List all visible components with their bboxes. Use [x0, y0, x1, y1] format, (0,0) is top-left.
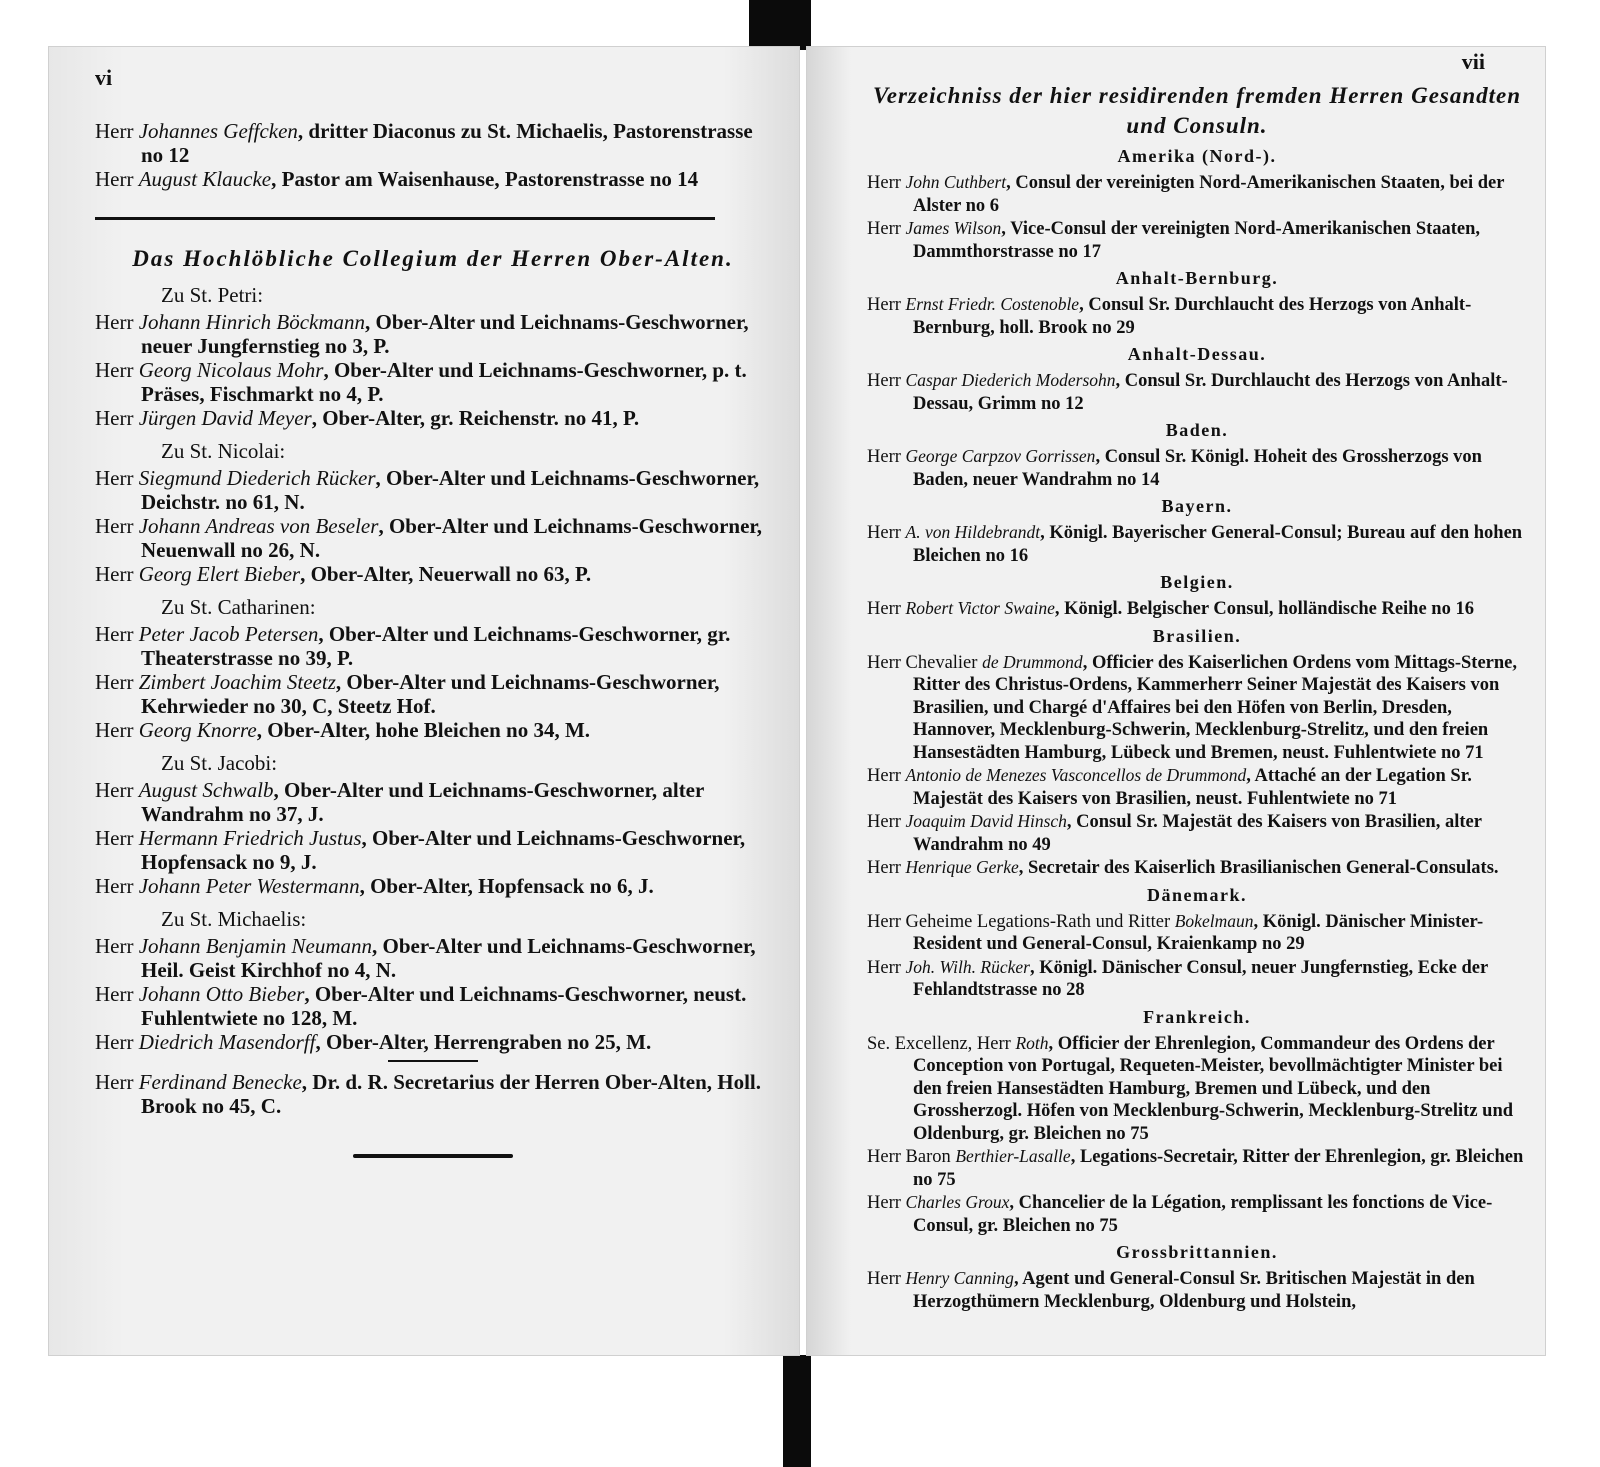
ober-alter-entry	[95, 670, 771, 718]
entry-details: , Ober-Alter, hohe Bleichen no 34, M.	[256, 718, 591, 742]
entry-prefix: Herr	[95, 167, 139, 191]
country-heading: Frankreich.	[1143, 1006, 1251, 1027]
entry-details: , Agent und General-Consul Sr. Britischen Majestät in den Herzogthümern Mecklenburg, Oldenburg und Holstein,	[913, 1269, 1475, 1312]
entry-details: , Attaché an der Legation Sr. Majestät des Kaisers von Brasilien, neust. Fuhlentwiete no 71	[913, 766, 1472, 809]
entry-prefix: Herr	[95, 406, 139, 430]
ober-alter-entry	[95, 622, 771, 670]
ober-alter-entry	[95, 826, 771, 874]
entry-details: , Officier der Ehrenlegion, Commandeur des Ordens der Conception von Portugal, Requeten-Meister, bevollmächtigter Minister bei den freien Hansestädten Hamburg, Bremen und Lübeck, und den Grossherzogl. Höfen von Mecklenburg-Schwerin, Mecklenburg-Strelitz und Oldenburg, gr. Bleichen no 75	[913, 1033, 1514, 1144]
entry-details: , Consul Sr. Durchlaucht des Herzogs von Anhalt-Dessau, Grimm no 12	[913, 371, 1508, 414]
section-divider	[95, 217, 715, 220]
entry-prefix: Herr	[867, 812, 906, 832]
entry-prefix: Herr	[95, 562, 139, 586]
entry-details: , Ober-Alter, Neuerwall no 63, P.	[300, 562, 592, 586]
consul-entry	[867, 1145, 1527, 1191]
entry-prefix: Herr	[95, 358, 139, 382]
country-heading: Amerika (Nord-).	[1117, 146, 1277, 166]
person-name: Siegmund Diederich Rücker	[138, 466, 376, 490]
person-name: Diedrich Masendorff	[138, 1030, 316, 1054]
entry-prefix: Herr	[95, 982, 139, 1006]
entry-prefix: Herr	[867, 1269, 906, 1289]
country-heading: Anhalt-Bernburg.	[1115, 268, 1279, 288]
entry-details: , Pastor am Waisenhause, Pastorenstrasse no 14	[271, 167, 699, 191]
entry-details: , Consul Sr. Majestät des Kaisers von Brasilien, alter Wandrahm no 49	[913, 812, 1482, 855]
entry-details: , Ober-Alter, Herrengraben no 25, M.	[315, 1030, 652, 1054]
person-name: Ferdinand Benecke	[138, 1070, 302, 1094]
entry-prefix: Herr	[95, 514, 139, 538]
entry-details: , Königl. Belgischer Consul, holländische Reihe no 16	[1054, 599, 1474, 619]
entry-prefix: Herr	[95, 310, 139, 334]
entry-prefix: Herr	[867, 1193, 906, 1213]
consul-entry	[867, 171, 1527, 217]
person-name: Peter Jacob Petersen	[138, 622, 319, 646]
ober-alter-entry	[95, 934, 771, 982]
ober-alter-entry	[95, 358, 771, 406]
ober-alter-entry	[95, 310, 771, 358]
consul-entry	[867, 1191, 1527, 1237]
person-name: Johann Benjamin Neumann	[138, 934, 373, 958]
entry-details: , Ober-Alter und Leichnams-Geschworner, p. t. Präses, Fischmarkt no 4, P.	[141, 358, 747, 406]
entry-prefix: Herr	[95, 622, 139, 646]
ober-alter-entry	[95, 718, 771, 742]
person-name: Berthier-Lasalle	[955, 1146, 1071, 1166]
person-name: Ernst Friedr. Costenoble	[905, 294, 1080, 314]
page-number-right: vii	[1461, 49, 1485, 74]
country-heading: Brasilien.	[1152, 625, 1242, 646]
top-entries	[95, 119, 771, 191]
country-heading: Bayern.	[1161, 496, 1233, 516]
entry-prefix: Herr Geheime Legations-Rath und Ritter	[867, 911, 1175, 932]
person-name: Joaquim David Hinsch	[905, 811, 1067, 831]
page-number-left: vi	[95, 65, 113, 90]
consul-entry	[867, 810, 1527, 856]
entry-prefix: Herr	[95, 874, 139, 898]
consul-entry	[867, 856, 1527, 880]
person-name: August Schwalb	[138, 778, 274, 802]
entry-prefix: Herr	[95, 1030, 139, 1054]
entry-details: , Legations-Secretair, Ritter der Ehrenlegion, gr. Bleichen no 75	[913, 1147, 1524, 1190]
entry-details: , Officier des Kaiserlichen Ordens vom Mittags-Sterne, Ritter des Christus-Ordens, Kammerherr Seiner Majestät des Kaisers von Brasilien, und Chargé d'Affaires bei den Höfen von Berlin, Dresden, Hannover, Mecklenburg-Schwerin, Mecklenburg-Strelitz, und den freien Hansestädten Hamburg, Lübeck und Bremen, neust. Fuhlentwiete no 71	[913, 652, 1518, 763]
person-name: Johannes Geffcken	[138, 119, 298, 143]
parish-heading: Zu St. Petri:	[161, 283, 264, 307]
person-name: de Drummond	[982, 651, 1083, 672]
left-page	[48, 46, 800, 1356]
entry-prefix: Herr	[867, 599, 906, 619]
consul-entry	[867, 445, 1527, 491]
entry-prefix: Herr	[867, 173, 906, 193]
person-name: James Wilson	[905, 218, 1002, 238]
consul-entry	[867, 651, 1527, 765]
consul-entry	[867, 1267, 1527, 1313]
person-name: Georg Knorre	[138, 718, 257, 742]
entry-details: , Chancelier de la Légation, remplissant les fonctions de Vice-Consul, gr. Bleichen no 75	[913, 1193, 1493, 1236]
left-page-content	[95, 119, 771, 1158]
clergy-entry	[95, 119, 771, 167]
country-heading: Baden.	[1165, 420, 1229, 440]
person-name: Caspar Diederich Modersohn	[905, 370, 1116, 390]
person-name: Henrique Gerke	[905, 857, 1019, 877]
consul-entry	[867, 1032, 1527, 1146]
ober-alter-entry	[95, 874, 771, 898]
entry-prefix: Herr	[867, 219, 906, 239]
collegium-heading: Das Hochlöbliche Collegium der Herren Ober-Alten.	[132, 246, 734, 271]
consul-entry	[867, 910, 1527, 956]
entry-prefix: Herr	[867, 447, 906, 467]
parish-heading: Zu St. Michaelis:	[161, 907, 307, 931]
parish-heading: Zu St. Catharinen:	[161, 595, 316, 619]
person-name: A. von Hildebrandt	[905, 522, 1041, 542]
country-list	[867, 145, 1527, 1313]
ober-alter-entry	[95, 406, 771, 430]
parish-heading: Zu St. Nicolai:	[161, 439, 286, 463]
person-name: Henry Canning	[905, 1268, 1014, 1288]
binding-shadow-top	[749, 0, 811, 50]
entry-prefix: Herr	[867, 858, 906, 878]
ober-alter-entry	[95, 514, 771, 562]
person-name: Johann Hinrich Böckmann	[138, 310, 366, 334]
clergy-entry	[95, 167, 771, 191]
person-name: August Klaucke	[138, 167, 272, 191]
secretary-divider	[388, 1060, 478, 1062]
ober-alter-entry	[95, 1030, 771, 1054]
entry-details: , Ober-Alter und Leichnams-Geschworner, alter Wandrahm no 37, J.	[141, 778, 704, 826]
entry-prefix: Herr	[95, 826, 139, 850]
person-name: Johann Peter Westermann	[138, 874, 360, 898]
parish-heading: Zu St. Jacobi:	[161, 751, 278, 775]
parish-list	[95, 282, 771, 1054]
consul-entry	[867, 956, 1527, 1002]
entry-details: , Königl. Dänischer Minister-Resident und General-Consul, Kraienkamp no 29	[913, 911, 1484, 954]
entry-details: , Ober-Alter und Leichnams-Geschworner, Heil. Geist Kirchhof no 4, N.	[141, 934, 756, 982]
consul-entry	[867, 293, 1527, 339]
secretary-line	[95, 1070, 771, 1118]
person-name: Joh. Wilh. Rücker	[905, 956, 1030, 977]
person-name: Bokelmaun	[1174, 910, 1254, 931]
end-ornament	[353, 1154, 513, 1158]
entry-details: , Vice-Consul der vereinigten Nord-Amerikanischen Staaten, Dammthorstrasse no 17	[913, 219, 1481, 262]
entry-prefix: Herr	[95, 119, 139, 143]
entry-prefix: Herr	[867, 523, 906, 543]
person-name: John Cuthbert	[905, 172, 1007, 192]
consul-entry	[867, 369, 1527, 415]
entry-prefix: Herr	[95, 718, 139, 742]
entry-details: , Königl. Dänischer Consul, neuer Jungfernstieg, Ecke der Fehlandtstrasse no 28	[913, 957, 1488, 1000]
entry-prefix: Herr	[867, 295, 906, 315]
person-name: George Carpzov Gorrissen	[905, 446, 1096, 466]
entry-prefix: Herr	[867, 957, 906, 978]
person-name: Antonio de Menezes Vasconcellos de Drummond	[905, 765, 1247, 785]
person-name: Hermann Friedrich Justus	[138, 826, 362, 850]
person-name: Jürgen David Meyer	[138, 406, 312, 430]
ober-alter-entry	[95, 982, 771, 1030]
entry-details: , Dr. d. R. Secretarius der Herren Ober-Alten, Holl. Brook no 45, C.	[141, 1070, 762, 1118]
person-name: Johann Andreas von Beseler	[138, 514, 379, 538]
entry-prefix: Herr Baron	[867, 1147, 956, 1167]
country-heading: Grossbrittannien.	[1116, 1242, 1278, 1262]
country-heading: Anhalt-Dessau.	[1127, 344, 1267, 364]
secretary-entry	[95, 1070, 771, 1118]
entry-details: , Königl. Bayerischer General-Consul; Bureau auf den hohen Bleichen no 16	[913, 523, 1523, 566]
person-name: Roth	[1015, 1032, 1049, 1053]
entry-details: , Consul Sr. Durchlaucht des Herzogs von Anhalt-Bernburg, holl. Brook no 29	[913, 295, 1472, 338]
entry-details: , Ober-Alter und Leichnams-Geschworner, Kehrwieder no 30, C, Steetz Hof.	[141, 670, 720, 718]
entry-prefix: Herr Chevalier	[867, 652, 983, 673]
entry-prefix: Herr	[95, 1070, 139, 1094]
entry-details: , Consul Sr. Königl. Hoheit des Grossherzogs von Baden, neuer Wandrahm no 14	[913, 447, 1482, 490]
entry-prefix: Herr	[867, 371, 906, 391]
entry-prefix: Herr	[867, 766, 906, 786]
person-name: Zimbert Joachim Steetz	[138, 670, 336, 694]
entry-details: , Ober-Alter und Leichnams-Geschworner, Hopfensack no 9, J.	[141, 826, 746, 874]
person-name: Georg Nicolaus Mohr	[138, 358, 324, 382]
entry-prefix: Herr	[95, 670, 139, 694]
entry-details: , Secretair des Kaiserlich Brasilianischen General-Consulats.	[1018, 858, 1499, 878]
binding-shadow-bottom	[783, 1355, 811, 1467]
consul-entry	[867, 217, 1527, 263]
entry-details: , Ober-Alter und Leichnams-Geschworner, neuer Jungfernstieg no 3, P.	[141, 310, 749, 358]
entry-details: , Ober-Alter, gr. Reichenstr. no 41, P.	[311, 406, 640, 430]
ober-alter-entry	[95, 562, 771, 586]
entry-details: , dritter Diaconus zu St. Michaelis, Pastorenstrasse no 12	[141, 119, 753, 167]
person-name: Charles Groux	[905, 1192, 1010, 1212]
ober-alter-entry	[95, 778, 771, 826]
entry-details: , Ober-Alter und Leichnams-Geschworner, neust. Fuhlentwiete no 128, M.	[141, 982, 747, 1030]
entry-prefix: Herr	[95, 466, 139, 490]
entry-prefix: Se. Excellenz, Herr	[867, 1033, 1016, 1054]
entry-prefix: Herr	[95, 778, 139, 802]
consul-entry	[867, 597, 1527, 621]
entry-details: , Ober-Alter und Leichnams-Geschworner, Neuenwall no 26, N.	[141, 514, 763, 562]
entry-details: , Ober-Alter, Hopfensack no 6, J.	[359, 874, 654, 898]
entry-details: , Ober-Alter und Leichnams-Geschworner, Deichstr. no 61, N.	[141, 466, 760, 514]
entry-details: , Consul der vereinigten Nord-Amerikanischen Staaten, bei der Alster no 6	[913, 173, 1505, 216]
person-name: Georg Elert Bieber	[138, 562, 301, 586]
country-heading: Dänemark.	[1147, 884, 1247, 905]
right-page-content	[867, 81, 1527, 1313]
entry-details: , Ober-Alter und Leichnams-Geschworner, gr. Theaterstrasse no 39, P.	[141, 622, 731, 670]
consuls-heading: Verzeichniss der hier residirenden fremden Herren Gesandten und Consuln.	[872, 83, 1522, 138]
entry-prefix: Herr	[95, 934, 139, 958]
ober-alter-entry	[95, 466, 771, 514]
right-page	[806, 46, 1546, 1356]
consul-entry	[867, 764, 1527, 810]
person-name: Johann Otto Bieber	[138, 982, 305, 1006]
person-name: Robert Victor Swaine	[905, 598, 1055, 618]
country-heading: Belgien.	[1160, 572, 1234, 592]
consul-entry	[867, 521, 1527, 567]
